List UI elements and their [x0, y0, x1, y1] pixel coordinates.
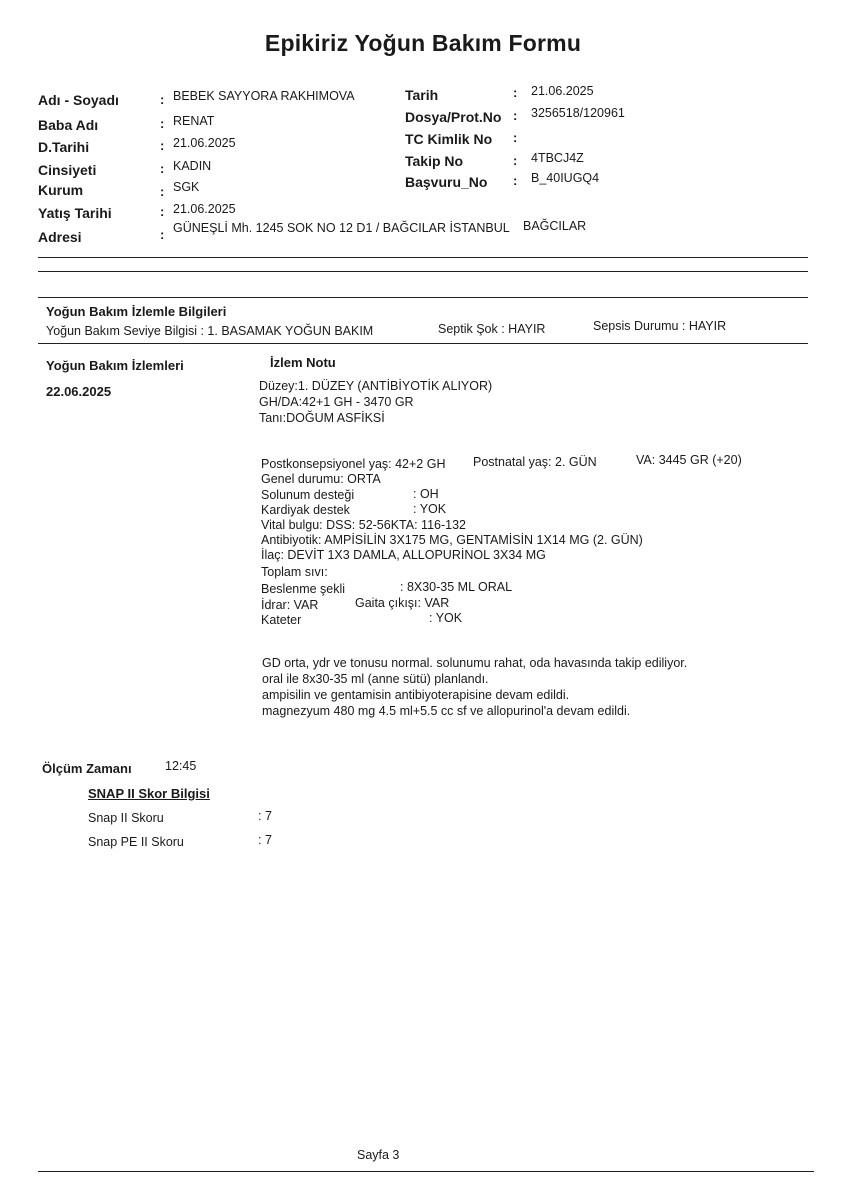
- snap-heading: SNAP II Skor Bilgisi: [88, 786, 210, 801]
- colon: :: [160, 116, 165, 131]
- colon: :: [160, 184, 165, 199]
- measurement-time: 12:45: [165, 759, 197, 773]
- catheter-label: Kateter: [261, 613, 302, 627]
- dob-value: 21.06.2025: [173, 136, 236, 150]
- postnatal-age: Postnatal yaş: 2. GÜN: [473, 455, 597, 469]
- page-number: Sayfa 3: [357, 1148, 400, 1162]
- resp-support-value: : OH: [413, 487, 439, 501]
- divider: [38, 297, 808, 298]
- colon: :: [513, 130, 518, 145]
- stool: Gaita çıkışı: VAR: [355, 596, 450, 610]
- file-label: Dosya/Prot.No: [405, 109, 502, 125]
- address-value: GÜNEŞLİ Mh. 1245 SOK NO 12 D1 / BAĞCILAR İSTANBUL: [173, 221, 510, 235]
- snap-value: : 7: [258, 809, 272, 823]
- father-label: Baba Adı: [38, 117, 99, 133]
- note-line: Tanı:DOĞUM ASFİKSİ: [259, 411, 385, 425]
- date-label: Tarih: [405, 87, 439, 103]
- divider: [38, 257, 808, 258]
- note-line: Düzey:1. DÜZEY (ANTİBİYOTİK ALIYOR): [259, 379, 493, 393]
- colon: :: [513, 108, 518, 123]
- file-value: 3256518/120961: [531, 106, 625, 120]
- postconceptional-age: Postkonsepsiyonel yaş: 42+2 GH: [261, 457, 446, 471]
- snap-label: Snap II Skoru: [88, 811, 164, 825]
- medications: İlaç: DEVİT 1X3 DAMLA, ALLOPURİNOL 3X34 MG: [261, 548, 546, 562]
- summary-line: magnezyum 480 mg 4.5 ml+5.5 cc sf ve allopurinol'a devam edildi.: [262, 704, 631, 718]
- district-value: BAĞCILAR: [523, 219, 587, 233]
- page-title: Epikiriz Yoğun Bakım Formu: [264, 30, 582, 56]
- application-label: Başvuru_No: [405, 174, 488, 190]
- tracking-label: Takip No: [405, 153, 464, 169]
- care-level: Yoğun Bakım Seviye Bilgisi : 1. BASAMAK YOĞUN BAKIM: [46, 324, 374, 338]
- gender-value: KADIN: [173, 159, 212, 173]
- note-line: GH/DA:42+1 GH - 3470 GR: [259, 395, 414, 409]
- note-heading: İzlem Notu: [270, 355, 336, 370]
- date-value: 21.06.2025: [531, 84, 594, 98]
- divider: [38, 271, 808, 272]
- weight-va: VA: 3445 GR (+20): [636, 453, 742, 467]
- admission-label: Yatış Tarihi: [38, 205, 112, 221]
- colon: :: [513, 85, 518, 100]
- dob-label: D.Tarihi: [38, 139, 90, 155]
- colon: :: [513, 153, 518, 168]
- snappe-value: : 7: [258, 833, 272, 847]
- total-fluid: Toplam sıvı:: [261, 565, 328, 579]
- summary-line: oral ile 8x30-35 ml (anne sütü) planlandı.: [262, 672, 489, 686]
- footer-divider: [38, 1171, 814, 1172]
- general-condition: Genel durumu: ORTA: [261, 472, 381, 486]
- divider: [38, 343, 808, 344]
- name-label: Adı - Soyadı: [38, 92, 119, 108]
- summary-line: GD orta, ydr ve tonusu normal. solunumu rahat, oda havasında takip ediliyor.: [262, 656, 688, 670]
- sepsis-status: Sepsis Durumu : HAYIR: [593, 319, 727, 333]
- cardiac-support-value: : YOK: [413, 502, 447, 516]
- snappe-label: Snap PE II Skoru: [88, 835, 184, 849]
- antibiotics: Antibiyotik: AMPİSİLİN 3X175 MG, GENTAMİSİN 1X14 MG (2. GÜN): [261, 533, 643, 547]
- colon: :: [160, 138, 165, 153]
- feeding-value: : 8X30-35 ML ORAL: [400, 580, 513, 594]
- septic-shock: Septik Şok : HAYIR: [438, 322, 546, 336]
- name-value: BEBEK SAYYORA RAKHIMOVA: [173, 89, 355, 103]
- summary-line: ampisilin ve gentamisin antibiyoterapisine devam edildi.: [262, 688, 570, 702]
- feeding-label: Beslenme şekli: [261, 582, 346, 596]
- father-value: RENAT: [173, 114, 215, 128]
- tracking-value: 4TBCJ4Z: [531, 151, 584, 165]
- colon: :: [160, 161, 165, 176]
- colon: :: [160, 204, 165, 219]
- observation-date: 22.06.2025: [46, 384, 112, 399]
- resp-support-label: Solunum desteği: [261, 488, 355, 502]
- admission-value: 21.06.2025: [173, 202, 236, 216]
- colon: :: [160, 92, 165, 107]
- colon: :: [160, 227, 165, 242]
- tc-label: TC Kimlik No: [405, 131, 493, 147]
- application-value: B_40IUGQ4: [531, 171, 600, 185]
- vital-signs: Vital bulgu: DSS: 52-56KTA: 116-132: [261, 518, 466, 532]
- catheter-value: : YOK: [429, 611, 463, 625]
- urine: İdrar: VAR: [261, 598, 319, 612]
- observations-heading: Yoğun Bakım İzlemleri: [46, 358, 184, 373]
- colon: :: [513, 173, 518, 188]
- measurement-time-label: Ölçüm Zamanı: [42, 761, 132, 776]
- monitoring-info-heading: Yoğun Bakım İzlemle Bilgileri: [46, 304, 227, 319]
- cardiac-support-label: Kardiyak destek: [261, 503, 350, 517]
- gender-label: Cinsiyeti: [38, 162, 97, 178]
- institution-value: SGK: [173, 180, 200, 194]
- institution-label: Kurum: [38, 182, 84, 198]
- address-label: Adresi: [38, 229, 82, 245]
